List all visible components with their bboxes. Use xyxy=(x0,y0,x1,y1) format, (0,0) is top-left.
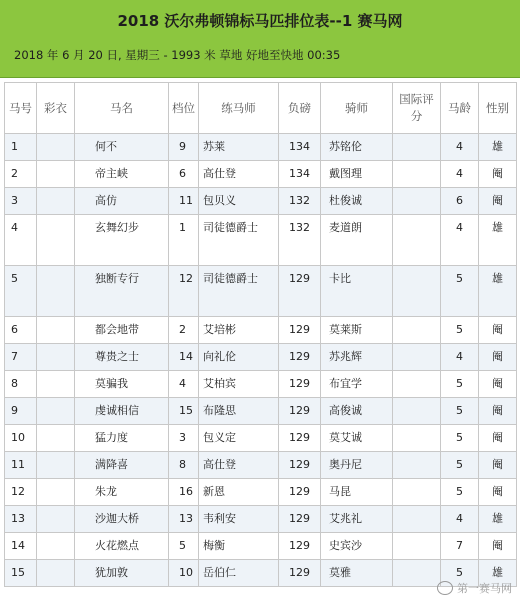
cell-draw: 6 xyxy=(169,161,199,188)
cell-horse-name: 朱龙 xyxy=(75,479,169,506)
cell-number: 15 xyxy=(5,560,37,587)
cell-silks xyxy=(37,398,75,425)
table-row xyxy=(5,317,517,344)
cell-draw: 11 xyxy=(169,188,199,215)
cell-rating xyxy=(393,560,441,587)
cell-age: 4 xyxy=(441,506,479,533)
cell-rating xyxy=(393,371,441,398)
page-title: 2018 沃尔弗顿锦标马匹排位表--1 赛马网 xyxy=(117,12,403,30)
cell-draw: 15 xyxy=(169,398,199,425)
cell-weight: 132 xyxy=(279,188,321,215)
cell-jockey: 史宾沙 xyxy=(321,533,393,560)
cell-number: 7 xyxy=(5,344,37,371)
cell-rating xyxy=(393,479,441,506)
cell-horse-name: 高仿 xyxy=(75,188,169,215)
cell-jockey: 莫雅 xyxy=(321,560,393,587)
cell-horse-name: 独断专行 xyxy=(75,266,169,317)
table-row xyxy=(5,266,517,317)
header-banner xyxy=(0,0,520,78)
table-row xyxy=(5,134,517,161)
cell-draw: 1 xyxy=(169,215,199,266)
cell-age: 5 xyxy=(441,452,479,479)
cell-weight: 129 xyxy=(279,266,321,317)
col-header-silks: 彩衣 xyxy=(37,83,75,134)
col-header-no: 马号 xyxy=(5,83,37,134)
cell-trainer: 韦利安 xyxy=(199,506,279,533)
cell-rating xyxy=(393,425,441,452)
cell-weight: 132 xyxy=(279,215,321,266)
table-body xyxy=(5,134,517,587)
cell-number: 14 xyxy=(5,533,37,560)
cell-weight: 134 xyxy=(279,161,321,188)
cell-draw: 16 xyxy=(169,479,199,506)
col-header-trainer: 练马师 xyxy=(199,83,279,134)
table-row xyxy=(5,344,517,371)
watermark-text: 第一赛马网 xyxy=(457,582,512,595)
cell-horse-name: 都会地带 xyxy=(75,317,169,344)
table-header-row xyxy=(5,83,517,134)
cell-weight: 129 xyxy=(279,452,321,479)
cell-rating xyxy=(393,161,441,188)
cell-age: 4 xyxy=(441,161,479,188)
cell-number: 11 xyxy=(5,452,37,479)
cell-weight: 129 xyxy=(279,479,321,506)
col-header-sex: 性别 xyxy=(479,83,517,134)
cell-jockey: 奥丹尼 xyxy=(321,452,393,479)
cell-rating xyxy=(393,398,441,425)
cell-trainer: 布隆思 xyxy=(199,398,279,425)
cell-number: 2 xyxy=(5,161,37,188)
cell-rating xyxy=(393,344,441,371)
table-row xyxy=(5,188,517,215)
cell-sex: 阉 xyxy=(479,533,517,560)
table-row xyxy=(5,398,517,425)
table-row xyxy=(5,161,517,188)
cell-rating xyxy=(393,452,441,479)
cell-trainer: 高仕登 xyxy=(199,161,279,188)
cell-jockey: 布宜学 xyxy=(321,371,393,398)
cell-age: 5 xyxy=(441,371,479,398)
cell-silks xyxy=(37,479,75,506)
cell-sex: 雄 xyxy=(479,215,517,266)
cell-silks xyxy=(37,317,75,344)
cell-weight: 129 xyxy=(279,425,321,452)
cell-number: 10 xyxy=(5,425,37,452)
col-header-weight: 负磅 xyxy=(279,83,321,134)
cell-jockey: 苏铭伦 xyxy=(321,134,393,161)
cell-silks xyxy=(37,215,75,266)
cell-horse-name: 帝主峡 xyxy=(75,161,169,188)
cell-sex: 阉 xyxy=(479,161,517,188)
cell-horse-name: 何不 xyxy=(75,134,169,161)
cell-draw: 10 xyxy=(169,560,199,587)
cell-weight: 129 xyxy=(279,560,321,587)
table-row xyxy=(5,425,517,452)
cell-horse-name: 沙迦大桥 xyxy=(75,506,169,533)
cell-silks xyxy=(37,452,75,479)
wechat-icon xyxy=(437,581,453,595)
cell-trainer: 苏莱 xyxy=(199,134,279,161)
cell-trainer: 包义定 xyxy=(199,425,279,452)
cell-jockey: 苏兆辉 xyxy=(321,344,393,371)
cell-age: 4 xyxy=(441,344,479,371)
cell-weight: 129 xyxy=(279,506,321,533)
cell-sex: 阉 xyxy=(479,452,517,479)
runners-table xyxy=(4,82,517,587)
cell-silks xyxy=(37,134,75,161)
cell-rating xyxy=(393,506,441,533)
cell-jockey: 麦道朗 xyxy=(321,215,393,266)
cell-trainer: 向礼伦 xyxy=(199,344,279,371)
col-header-jockey: 骑师 xyxy=(321,83,393,134)
cell-rating xyxy=(393,215,441,266)
cell-sex: 阉 xyxy=(479,479,517,506)
cell-number: 13 xyxy=(5,506,37,533)
cell-weight: 129 xyxy=(279,371,321,398)
cell-rating xyxy=(393,317,441,344)
cell-age: 6 xyxy=(441,188,479,215)
cell-silks xyxy=(37,506,75,533)
cell-jockey: 莫莱斯 xyxy=(321,317,393,344)
cell-age: 5 xyxy=(441,560,479,587)
cell-sex: 阉 xyxy=(479,398,517,425)
cell-horse-name: 满降喜 xyxy=(75,452,169,479)
cell-silks xyxy=(37,533,75,560)
race-info: 2018 年 6 月 20 日, 星期三 - 1993 米 草地 好地至快地 00:35 xyxy=(14,48,341,62)
cell-age: 5 xyxy=(441,317,479,344)
cell-silks xyxy=(37,161,75,188)
cell-number: 8 xyxy=(5,371,37,398)
cell-weight: 129 xyxy=(279,533,321,560)
cell-draw: 9 xyxy=(169,134,199,161)
cell-horse-name: 尊贵之士 xyxy=(75,344,169,371)
cell-sex: 雄 xyxy=(479,266,517,317)
cell-number: 9 xyxy=(5,398,37,425)
table-row xyxy=(5,506,517,533)
cell-rating xyxy=(393,188,441,215)
cell-trainer: 司徒德爵士 xyxy=(199,215,279,266)
cell-trainer: 艾培彬 xyxy=(199,317,279,344)
cell-number: 12 xyxy=(5,479,37,506)
cell-weight: 129 xyxy=(279,344,321,371)
cell-age: 5 xyxy=(441,398,479,425)
cell-age: 7 xyxy=(441,533,479,560)
col-header-name: 马名 xyxy=(75,83,169,134)
cell-draw: 2 xyxy=(169,317,199,344)
cell-silks xyxy=(37,425,75,452)
cell-sex: 雄 xyxy=(479,134,517,161)
cell-sex: 雄 xyxy=(479,560,517,587)
cell-draw: 12 xyxy=(169,266,199,317)
cell-trainer: 艾柏宾 xyxy=(199,371,279,398)
table-row xyxy=(5,479,517,506)
cell-jockey: 戴图理 xyxy=(321,161,393,188)
cell-sex: 雄 xyxy=(479,506,517,533)
cell-horse-name: 火花燃点 xyxy=(75,533,169,560)
cell-sex: 阉 xyxy=(479,317,517,344)
col-header-age: 马龄 xyxy=(441,83,479,134)
cell-trainer: 司徒德爵士 xyxy=(199,266,279,317)
cell-sex: 阉 xyxy=(479,425,517,452)
cell-trainer: 包贝义 xyxy=(199,188,279,215)
cell-silks xyxy=(37,344,75,371)
cell-age: 5 xyxy=(441,266,479,317)
table-row xyxy=(5,533,517,560)
cell-weight: 134 xyxy=(279,134,321,161)
cell-weight: 129 xyxy=(279,317,321,344)
cell-jockey: 高俊诚 xyxy=(321,398,393,425)
cell-draw: 3 xyxy=(169,425,199,452)
col-header-draw: 档位 xyxy=(169,83,199,134)
cell-trainer: 岳伯仁 xyxy=(199,560,279,587)
cell-draw: 8 xyxy=(169,452,199,479)
cell-horse-name: 虔诚相信 xyxy=(75,398,169,425)
cell-trainer: 高仕登 xyxy=(199,452,279,479)
cell-age: 5 xyxy=(441,425,479,452)
cell-silks xyxy=(37,371,75,398)
cell-jockey: 马昆 xyxy=(321,479,393,506)
cell-trainer: 梅衡 xyxy=(199,533,279,560)
cell-sex: 阉 xyxy=(479,188,517,215)
col-header-rating: 国际评分 xyxy=(393,83,441,134)
cell-draw: 13 xyxy=(169,506,199,533)
table-row xyxy=(5,215,517,266)
cell-rating xyxy=(393,533,441,560)
cell-jockey: 卡比 xyxy=(321,266,393,317)
cell-number: 1 xyxy=(5,134,37,161)
cell-trainer: 新恩 xyxy=(199,479,279,506)
cell-number: 4 xyxy=(5,215,37,266)
cell-silks xyxy=(37,188,75,215)
cell-draw: 5 xyxy=(169,533,199,560)
cell-silks xyxy=(37,560,75,587)
cell-horse-name: 莫骗我 xyxy=(75,371,169,398)
cell-jockey: 莫艾诚 xyxy=(321,425,393,452)
cell-jockey: 杜俊诚 xyxy=(321,188,393,215)
cell-age: 5 xyxy=(441,479,479,506)
cell-sex: 阉 xyxy=(479,344,517,371)
cell-silks xyxy=(37,266,75,317)
watermark xyxy=(437,580,512,596)
cell-draw: 14 xyxy=(169,344,199,371)
cell-age: 4 xyxy=(441,215,479,266)
cell-horse-name: 玄舞幻步 xyxy=(75,215,169,266)
cell-age: 4 xyxy=(441,134,479,161)
cell-number: 3 xyxy=(5,188,37,215)
table-row xyxy=(5,452,517,479)
cell-number: 5 xyxy=(5,266,37,317)
cell-horse-name: 猛力度 xyxy=(75,425,169,452)
cell-rating xyxy=(393,266,441,317)
cell-draw: 4 xyxy=(169,371,199,398)
cell-weight: 129 xyxy=(279,398,321,425)
table-row xyxy=(5,371,517,398)
cell-number: 6 xyxy=(5,317,37,344)
cell-rating xyxy=(393,134,441,161)
cell-horse-name: 犹加敦 xyxy=(75,560,169,587)
cell-sex: 阉 xyxy=(479,371,517,398)
cell-jockey: 艾兆礼 xyxy=(321,506,393,533)
